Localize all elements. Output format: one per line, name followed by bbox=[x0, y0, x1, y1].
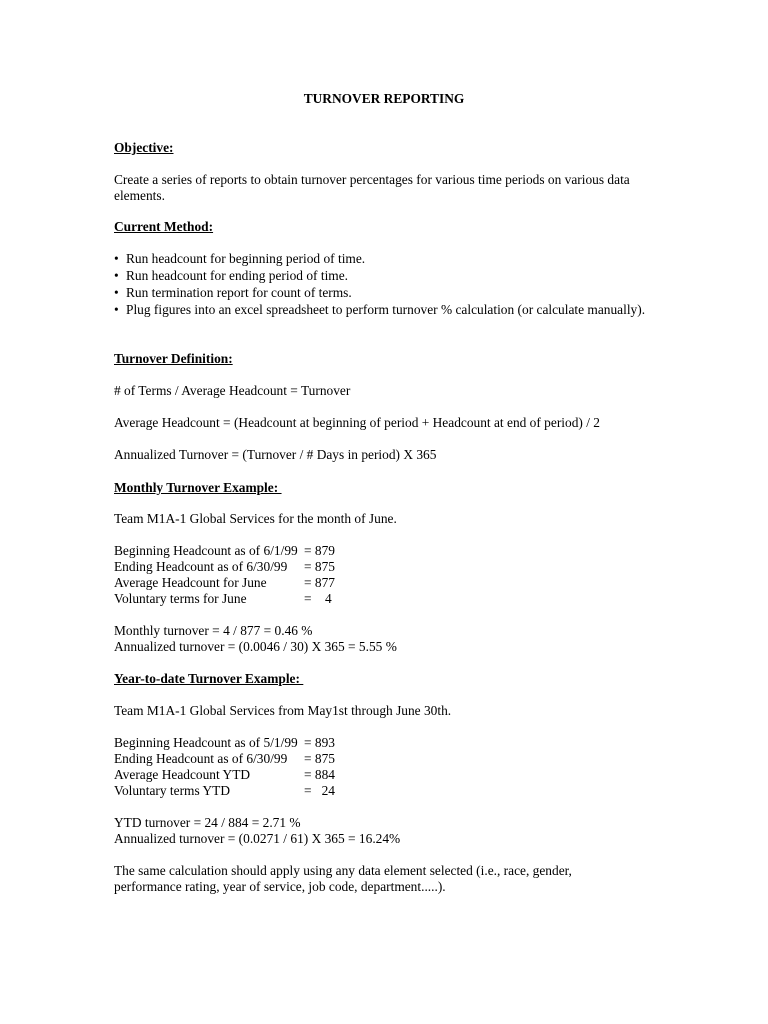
annualized-turnover-formula: Annualized Turnover = (Turnover / # Days in period) X 365 bbox=[114, 447, 437, 462]
current-method-heading: Current Method: bbox=[114, 219, 214, 234]
ytd-annualized-result: Annualized turnover = (0.0271 / 61) X 365 = 16.24% bbox=[114, 831, 401, 846]
row-value: = 875 bbox=[304, 559, 335, 574]
row-label: Average Headcount YTD bbox=[114, 767, 251, 782]
ytd-data-row bbox=[114, 767, 335, 783]
row-label: Average Headcount for June bbox=[114, 575, 267, 590]
ytd-example-heading: Year-to-date Turnover Example: bbox=[114, 671, 304, 686]
monthly-data-row bbox=[114, 575, 335, 591]
monthly-example-intro: Team M1A-1 Global Services for the month of June. bbox=[114, 511, 397, 526]
row-value: = 875 bbox=[304, 751, 335, 766]
bullet-item bbox=[114, 302, 654, 318]
row-label: Ending Headcount as of 6/30/99 bbox=[114, 751, 288, 766]
bullet-icon: • bbox=[114, 268, 119, 283]
average-headcount-formula: Average Headcount = (Headcount at beginning of period + Headcount at end of period) / 2 bbox=[114, 415, 600, 430]
monthly-data-row bbox=[114, 591, 332, 607]
objective-heading: Objective: bbox=[114, 140, 174, 155]
row-value: = 893 bbox=[304, 735, 335, 750]
objective-text: Create a series of reports to obtain turnover percentages for various time periods on various data elements. bbox=[114, 172, 630, 203]
bullet-item bbox=[114, 268, 654, 284]
monthly-turnover-result: Monthly turnover = 4 / 877 = 0.46 % bbox=[114, 623, 313, 638]
bullet-text: Plug figures into an excel spreadsheet to perform turnover % calculation (or calculate manually). bbox=[126, 302, 646, 317]
bullet-text: Run termination report for count of terms. bbox=[126, 285, 352, 300]
bullet-text: Run headcount for beginning period of time. bbox=[126, 251, 366, 266]
row-value: = 24 bbox=[304, 783, 335, 798]
row-label: Beginning Headcount as of 6/1/99 bbox=[114, 543, 298, 558]
bullet-icon: • bbox=[114, 285, 119, 300]
document-title: TURNOVER REPORTING bbox=[303, 91, 465, 106]
bullet-item bbox=[114, 285, 654, 301]
row-value: = 884 bbox=[304, 767, 335, 782]
row-value: = 879 bbox=[304, 543, 335, 558]
bullet-item bbox=[114, 251, 654, 267]
row-label: Beginning Headcount as of 5/1/99 bbox=[114, 735, 298, 750]
ytd-data-row bbox=[114, 735, 335, 751]
monthly-example-heading: Monthly Turnover Example: bbox=[114, 480, 282, 495]
row-label: Ending Headcount as of 6/30/99 bbox=[114, 559, 288, 574]
turnover-formula: # of Terms / Average Headcount = Turnover bbox=[114, 383, 351, 398]
closing-paragraph: The same calculation should apply using any data element selected (i.e., race, gender, performance rating, year of service, job code, department.....). bbox=[114, 863, 572, 894]
ytd-example-intro: Team M1A-1 Global Services from May1st through June 30th. bbox=[114, 703, 452, 718]
ytd-turnover-result: YTD turnover = 24 / 884 = 2.71 % bbox=[114, 815, 301, 830]
monthly-data-row bbox=[114, 559, 335, 575]
bullet-icon: • bbox=[114, 251, 119, 266]
row-value: = 877 bbox=[304, 575, 335, 590]
turnover-definition-heading: Turnover Definition: bbox=[114, 351, 233, 366]
row-label: Voluntary terms for June bbox=[114, 591, 247, 606]
monthly-annualized-result: Annualized turnover = (0.0046 / 30) X 365 = 5.55 % bbox=[114, 639, 397, 654]
bullet-text: Run headcount for ending period of time. bbox=[126, 268, 349, 283]
ytd-data-row bbox=[114, 751, 335, 767]
row-value: = 4 bbox=[304, 591, 332, 606]
ytd-data-row bbox=[114, 783, 335, 799]
row-label: Voluntary terms YTD bbox=[114, 783, 231, 798]
monthly-data-row bbox=[114, 543, 335, 559]
bullet-icon: • bbox=[114, 302, 119, 317]
